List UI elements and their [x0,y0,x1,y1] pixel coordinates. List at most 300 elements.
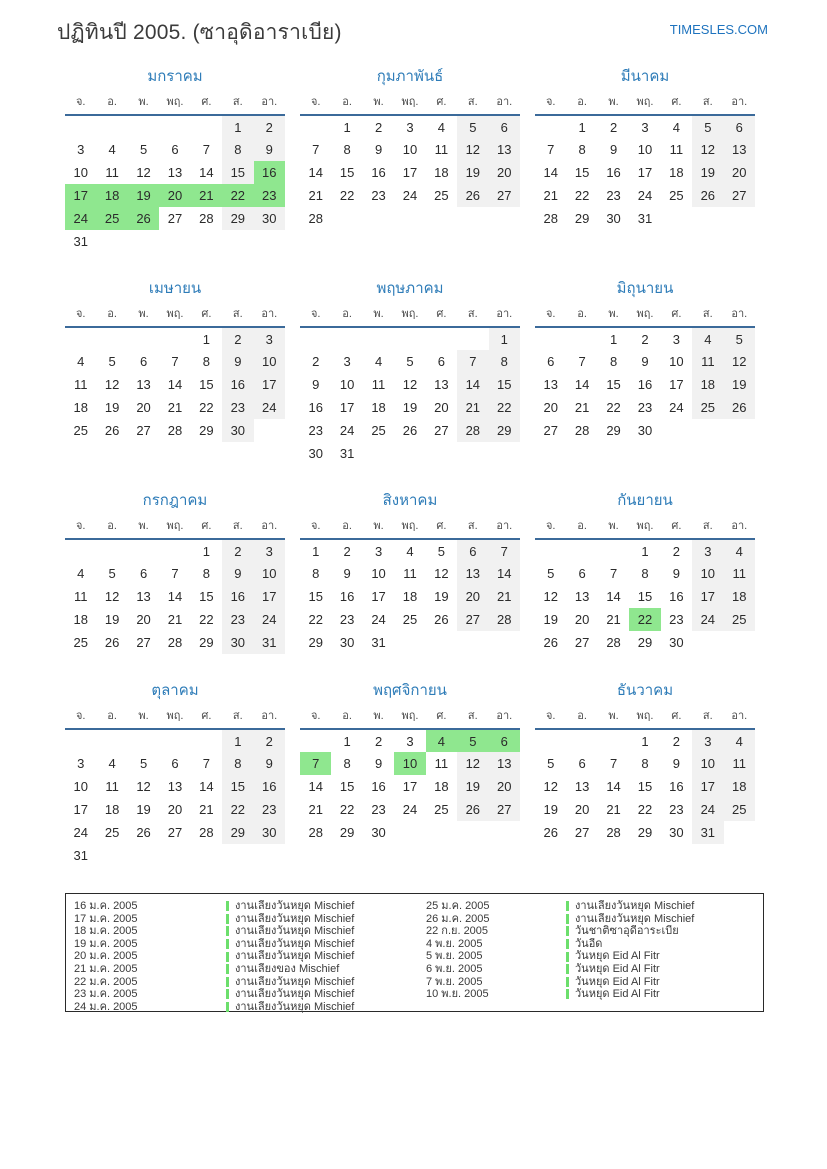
day-cell: 5 [406,354,414,369]
day-cell: 3 [254,539,285,562]
day-cell: 26 [543,825,558,840]
day-header: อ. [96,90,127,115]
day-cell: 21 [606,612,621,627]
day-cell: 15 [339,779,355,794]
day-cell: 8 [222,138,253,161]
day-cell: 5 [139,756,148,771]
day-cell: 5 [457,115,488,138]
day-cell: 26 [128,207,159,230]
day-cell: 16 [339,589,355,604]
day-header: อ. [331,90,362,115]
legend-event [566,900,763,913]
day-header: พ. [363,90,394,115]
day-cell: 26 [402,423,418,438]
day-cell: 4 [108,756,116,771]
legend-event-label: งานเลี้ยงวันหยุด Mischief [235,912,355,925]
day-cell: 18 [96,184,127,207]
day-cell: 19 [104,612,120,627]
day-cell: 15 [637,589,653,604]
day-cell [128,327,159,350]
day-cell: 9 [672,756,681,771]
day-cell: 14 [489,562,520,585]
legend-date: 24 ม.ค. 2005 [74,1000,138,1013]
day-header: ศ. [426,514,457,539]
day-cell: 17 [73,802,88,817]
day-cell [724,419,755,442]
day-cell: 3 [692,729,723,752]
day-cell: 8 [343,756,351,771]
day-cell: 14 [308,165,323,180]
day-cell: 1 [312,543,320,559]
legend-event-label: งานเลี้ยงวันหยุด Mischief [575,900,695,912]
day-cell [159,230,190,253]
month-calendar [535,680,755,867]
day-cell [191,844,222,867]
day-cell: 7 [578,354,586,369]
day-cell [65,115,96,138]
day-cell: 5 [108,354,116,369]
day-cell [489,631,520,654]
day-cell: 15 [637,779,653,794]
day-cell: 15 [606,377,621,392]
day-header: พ. [598,704,629,729]
legend-event [226,988,426,1001]
day-cell: 17 [65,184,96,207]
legend-event-label: งานเลี้ยงวันหยุด Mischief [235,988,355,1001]
day-cell [724,207,755,230]
day-cell: 23 [669,802,684,817]
day-header: จ. [300,514,331,539]
day-cell: 11 [692,350,723,373]
day-cell: 4 [406,543,414,559]
day-cell: 2 [374,119,383,135]
day-cell: 24 [65,207,96,230]
month-calendar [300,278,520,470]
month-calendar [535,66,755,258]
day-cell: 23 [339,612,355,627]
day-cell: 6 [171,756,179,771]
day-header: ส. [457,302,488,327]
day-cell: 18 [434,779,449,794]
day-cell [566,729,597,752]
legend-event [226,900,426,913]
day-cell: 27 [457,608,488,631]
day-cell: 31 [637,211,653,226]
calendar-table [300,302,520,465]
month-calendar [535,278,755,470]
day-header: จ. [535,514,566,539]
day-cell: 29 [637,825,653,840]
day-cell [191,230,222,253]
day-cell: 30 [222,419,253,442]
day-cell [566,539,597,562]
day-header: ส. [222,302,253,327]
day-cell [363,442,394,465]
day-cell [426,631,457,654]
day-cell: 11 [403,566,417,581]
day-cell [65,539,96,562]
day-header: อา. [254,302,285,327]
day-cell: 18 [669,165,684,180]
day-cell [96,844,127,867]
day-cell: 30 [606,211,621,226]
event-marker-icon [566,989,569,999]
day-cell: 16 [637,377,653,392]
calendar-table [65,514,285,654]
calendar-table [535,514,755,654]
day-cell [692,631,723,654]
day-cell: 12 [457,752,488,775]
legend-event-label: วันหยุด Eid Al Fitr [575,962,660,975]
legend-event [566,1001,763,1014]
day-cell: 29 [199,635,214,650]
day-cell: 10 [692,752,723,775]
day-cell: 22 [222,798,253,821]
day-cell: 20 [543,400,558,415]
day-header: ส. [692,514,723,539]
day-cell: 14 [199,779,214,794]
day-cell: 18 [434,165,449,180]
legend-event-label: วันหยุด Eid Al Fitr [575,988,660,1001]
day-cell: 11 [724,752,755,775]
day-cell: 5 [139,142,148,157]
day-cell [394,631,425,654]
day-cell: 29 [308,635,323,650]
day-cell: 10 [669,354,684,369]
brand-link[interactable]: TIMESLES.COM [669,22,768,37]
day-cell [489,821,520,844]
month-calendar [65,490,285,660]
day-cell: 17 [254,585,285,608]
day-header: ศ. [191,302,222,327]
day-cell: 30 [339,635,355,650]
day-cell: 14 [606,779,621,794]
day-cell: 14 [167,589,183,604]
day-header: ส. [692,704,723,729]
day-cell: 28 [543,211,558,226]
calendar-table [300,514,520,654]
day-cell: 12 [692,138,723,161]
day-cell: 6 [724,115,755,138]
day-cell: 3 [77,756,85,771]
day-header: อา. [254,90,285,115]
day-cell: 24 [637,188,653,203]
legend-event [226,976,426,989]
day-cell: 30 [308,446,323,461]
day-cell: 21 [489,585,520,608]
calendar-table [65,302,285,442]
day-cell: 28 [606,825,621,840]
day-cell: 2 [609,119,618,135]
day-cell: 25 [692,396,723,419]
day-cell: 3 [406,119,414,135]
day-cell: 2 [343,543,351,559]
day-cell: 29 [222,207,253,230]
day-cell: 16 [222,585,253,608]
day-cell [96,327,127,350]
day-cell [457,631,488,654]
day-cell: 18 [371,400,386,415]
day-cell: 24 [692,608,723,631]
legend-date: 25 ม.ค. 2005 [426,900,490,912]
day-cell: 2 [672,543,681,559]
day-cell: 25 [434,802,449,817]
day-cell: 29 [222,821,253,844]
day-cell [96,115,127,138]
day-cell: 24 [402,802,418,817]
day-cell: 18 [724,775,755,798]
day-cell: 16 [669,779,684,794]
day-cell: 9 [343,566,351,581]
day-cell: 3 [406,733,414,749]
legend-date: 21 ม.ค. 2005 [74,962,138,975]
event-marker-icon [226,989,229,999]
day-cell: 20 [159,184,190,207]
day-cell: 30 [254,207,285,230]
day-header: พ. [128,302,159,327]
day-cell: 30 [669,825,684,840]
day-header: พฤ. [629,302,660,327]
day-cell: 20 [167,802,183,817]
day-cell: 17 [402,165,418,180]
day-cell: 22 [339,188,355,203]
day-cell [457,327,488,350]
day-cell: 17 [254,373,285,396]
day-cell: 25 [371,423,386,438]
day-cell: 5 [547,756,555,771]
day-cell: 28 [199,825,214,840]
day-header: ส. [222,514,253,539]
day-cell: 28 [574,423,590,438]
day-header: พ. [363,514,394,539]
day-cell [128,230,159,253]
day-cell: 5 [457,729,488,752]
day-cell [363,327,394,350]
event-marker-icon [226,952,229,962]
day-cell: 20 [434,400,449,415]
day-cell: 4 [108,142,116,157]
day-cell: 26 [434,612,449,627]
day-cell [426,327,457,350]
day-cell: 27 [167,825,183,840]
day-header: พ. [363,704,394,729]
day-cell: 8 [641,566,649,581]
month-calendar [300,490,520,660]
day-cell: 28 [308,211,323,226]
day-cell: 7 [171,566,179,581]
day-cell: 3 [343,354,351,369]
day-cell: 20 [457,585,488,608]
day-cell: 1 [641,543,649,559]
day-header: จ. [65,302,96,327]
event-marker-icon [226,964,229,974]
month-title: ธันวาคม [616,682,674,699]
calendar-table [535,302,755,442]
day-cell: 7 [202,142,211,157]
day-cell: 26 [104,635,120,650]
day-cell: 22 [199,400,214,415]
day-cell: 1 [222,115,253,138]
day-cell: 31 [254,631,285,654]
legend-event-label: งานเลี้ยงของ Mischief [235,962,340,975]
day-cell: 11 [371,377,386,392]
day-header: อ. [96,704,127,729]
month-title: สิงหาคม [382,492,438,509]
day-cell: 6 [578,756,586,771]
day-cell [222,844,253,867]
day-cell: 15 [199,589,214,604]
day-header: จ. [300,302,331,327]
legend-event [226,950,426,963]
day-cell: 14 [199,165,214,180]
day-cell: 29 [606,423,621,438]
day-cell: 16 [606,165,621,180]
day-cell: 26 [692,184,723,207]
day-cell: 12 [104,377,120,392]
day-cell: 7 [202,756,211,771]
day-cell: 21 [574,400,590,415]
month-title: มีนาคม [620,68,670,85]
day-header: อา. [489,514,520,539]
day-cell: 17 [692,775,723,798]
legend-date [426,1001,566,1014]
day-cell: 25 [724,608,755,631]
day-header: อ. [566,704,597,729]
day-cell: 18 [73,612,88,627]
day-cell: 12 [724,350,755,373]
day-cell: 23 [669,612,684,627]
day-header: จ. [65,704,96,729]
event-marker-icon [226,926,229,936]
day-cell: 3 [254,327,285,350]
day-header: พ. [128,90,159,115]
day-cell [724,631,755,654]
day-cell: 17 [339,400,355,415]
day-cell [128,115,159,138]
day-cell: 26 [543,635,558,650]
day-header: ส. [692,302,723,327]
day-cell: 10 [73,779,88,794]
day-cell: 2 [641,331,649,347]
day-cell: 18 [73,400,88,415]
day-cell: 19 [543,802,558,817]
day-cell: 11 [73,377,88,392]
day-header: ศ. [191,704,222,729]
month-title: กุมภาพันธ์ [376,68,444,85]
day-header: อ. [96,514,127,539]
day-cell [394,327,425,350]
legend-date: 23 ม.ค. 2005 [74,988,138,1001]
day-cell: 19 [543,612,558,627]
legend-event-label: วันหยุด Eid Al Fitr [575,950,660,963]
day-cell: 1 [222,729,253,752]
legend-date: 16 ม.ค. 2005 [74,900,138,912]
legend-event [226,938,426,951]
legend-date: 6 พ.ย. 2005 [426,962,483,975]
holiday-legend [65,893,764,1012]
day-cell: 23 [222,396,253,419]
day-cell: 12 [543,779,558,794]
day-header: พฤ. [629,90,660,115]
day-cell [426,207,457,230]
day-header: พฤ. [159,90,190,115]
day-cell: 23 [308,423,323,438]
day-cell [191,115,222,138]
day-cell: 6 [547,354,555,369]
day-cell: 13 [434,377,449,392]
day-cell: 31 [339,446,355,461]
day-cell: 27 [434,423,449,438]
day-cell: 29 [637,635,653,650]
day-header: อา. [724,90,755,115]
day-cell: 8 [222,752,253,775]
day-cell [96,539,127,562]
event-marker-icon [566,952,569,962]
day-cell: 5 [437,543,446,559]
day-cell: 10 [73,165,88,180]
day-cell: 1 [641,733,649,749]
day-cell: 19 [128,184,159,207]
event-marker-icon [566,914,569,924]
day-cell: 7 [171,354,179,369]
legend-event [226,925,426,938]
day-cell: 15 [339,165,355,180]
day-cell: 1 [202,331,211,347]
day-header: ศ. [661,704,692,729]
day-cell: 6 [578,566,586,581]
day-cell: 21 [167,400,183,415]
day-header: ศ. [661,90,692,115]
day-header: ศ. [661,514,692,539]
day-cell: 4 [437,119,446,135]
day-cell [96,729,127,752]
day-cell: 24 [402,188,418,203]
day-cell: 30 [637,423,653,438]
day-cell: 29 [574,211,590,226]
legend-event-label: งานเลี้ยงวันหยุด Mischief [235,975,355,988]
day-header: อา. [489,90,520,115]
legend-event-label: วันอีด [575,937,603,950]
legend-event [566,925,763,938]
day-header: จ. [535,90,566,115]
day-cell: 19 [457,161,488,184]
day-header: พ. [363,302,394,327]
calendar-table [300,704,520,844]
day-cell: 19 [692,161,723,184]
day-cell: 1 [202,543,211,559]
day-header: อ. [566,302,597,327]
day-cell [128,844,159,867]
legend-date: 26 ม.ค. 2005 [426,912,490,925]
day-cell [300,327,331,350]
legend-event [566,963,763,976]
day-cell: 30 [371,825,386,840]
day-cell: 22 [574,188,590,203]
day-cell: 27 [167,211,183,226]
day-cell: 24 [669,400,684,415]
day-cell: 23 [371,802,386,817]
day-cell [535,115,566,138]
day-cell [598,539,629,562]
day-cell [457,207,488,230]
day-cell [394,821,425,844]
day-cell: 11 [669,142,684,157]
day-header: ส. [222,704,253,729]
day-header: ส. [692,90,723,115]
day-header: พฤ. [394,514,425,539]
legend-event-label: งานเลี้ยงวันหยุด Mischief [575,912,695,925]
legend-date: 20 ม.ค. 2005 [74,950,138,963]
